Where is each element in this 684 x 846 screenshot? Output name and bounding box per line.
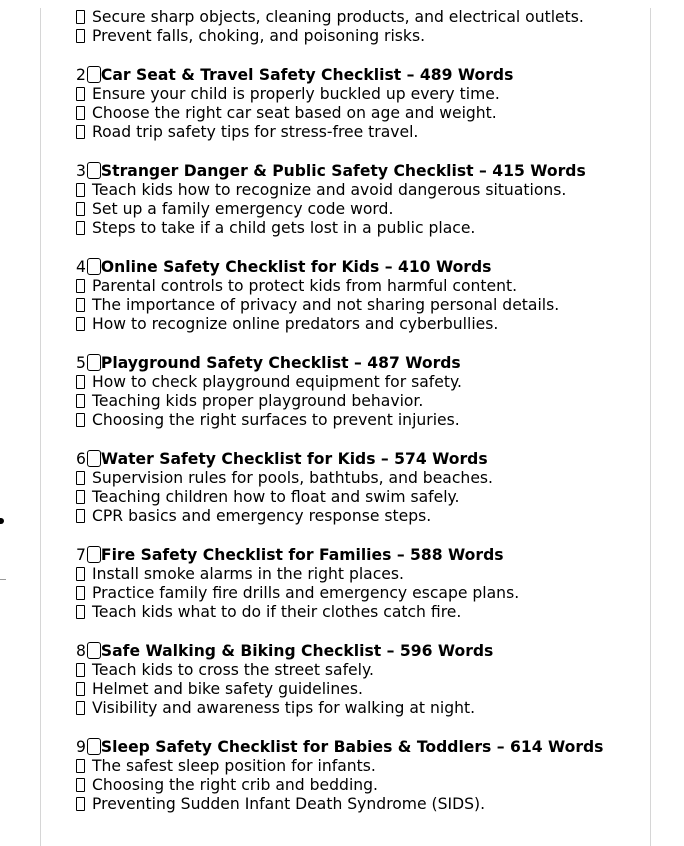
- list-item: [76, 296, 636, 315]
- checkbox-glyph-icon: [76, 394, 85, 408]
- list-item: [76, 757, 636, 776]
- item-text: Secure sharp objects, cleaning products, and electrical outlets.: [92, 8, 584, 26]
- list-item: [76, 392, 636, 411]
- checkbox-glyph-icon: [76, 567, 85, 581]
- checkbox-glyph-icon: [76, 106, 85, 120]
- section-title: Playground Safety Checklist – 487 Words: [100, 353, 461, 372]
- checkbox-glyph-icon: [76, 221, 85, 235]
- section-number: 4: [76, 257, 86, 276]
- checkbox-glyph-icon: [76, 10, 85, 24]
- checkbox-glyph-icon: [76, 778, 85, 792]
- section-heading: [76, 450, 636, 469]
- section-title: Car Seat & Travel Safety Checklist – 489 Words: [100, 65, 514, 84]
- item-text: Visibility and awareness tips for walking at night.: [92, 699, 476, 718]
- checkbox-glyph-icon: [76, 682, 85, 696]
- list-item: [76, 795, 636, 814]
- list-item: [76, 603, 636, 622]
- section-number: 6: [76, 449, 86, 468]
- list-item: [76, 181, 636, 200]
- document-body[interactable]: [76, 8, 636, 814]
- item-text: Set up a family emergency code word.: [92, 200, 394, 218]
- checkbox-glyph-icon: [76, 317, 85, 331]
- item-text: Steps to take if a child gets lost in a public place.: [92, 219, 476, 238]
- checkbox-glyph-icon: [76, 375, 85, 389]
- sections-container: [76, 46, 636, 814]
- checkbox-glyph-icon: [76, 490, 85, 504]
- paragraph-gap: [76, 718, 636, 737]
- list-item: [76, 488, 636, 507]
- keycap-glyph-icon: [87, 450, 101, 467]
- item-text: How to check playground equipment for safety.: [92, 372, 462, 391]
- item-text: Ensure your child is properly buckled up every time.: [92, 84, 500, 103]
- section-heading: [76, 162, 636, 181]
- item-text: Install smoke alarms in the right places.: [92, 564, 404, 583]
- list-item: [76, 411, 636, 430]
- list-item: [76, 776, 636, 795]
- item-text: How to recognize online predators and cyberbullies.: [92, 315, 499, 334]
- item-text: Choose the right car seat based on age and weight.: [92, 104, 497, 122]
- item-text: Supervision rules for pools, bathtubs, and beaches.: [92, 468, 493, 487]
- item-text: The importance of privacy and not sharing personal details.: [92, 296, 560, 314]
- list-item: [76, 123, 636, 142]
- item-text: Teach kids what to do if their clothes catch fire.: [92, 603, 462, 622]
- item-text: Choosing the right surfaces to prevent injuries.: [92, 411, 460, 430]
- section-title: Online Safety Checklist for Kids – 410 Words: [100, 257, 492, 276]
- list-item: [76, 27, 636, 46]
- item-text: Teach kids to cross the street safely.: [92, 660, 374, 679]
- list-item: [76, 565, 636, 584]
- paragraph-gap: [76, 526, 636, 545]
- list-item: [76, 661, 636, 680]
- paragraph-gap: [76, 142, 636, 161]
- list-item: [76, 315, 636, 334]
- section-number: 5: [76, 353, 86, 372]
- page-right-edge: [650, 8, 651, 846]
- checkbox-glyph-icon: [76, 202, 85, 216]
- checkbox-glyph-icon: [76, 471, 85, 485]
- list-item: [76, 219, 636, 238]
- section-number: 8: [76, 641, 86, 660]
- section-heading: [76, 258, 636, 277]
- keycap-glyph-icon: [87, 354, 101, 371]
- item-text: Helmet and bike safety guidelines.: [92, 680, 363, 698]
- checkbox-glyph-icon: [76, 29, 85, 43]
- paragraph-gap: [76, 622, 636, 641]
- section-heading: [76, 66, 636, 85]
- list-item: [76, 277, 636, 296]
- list-item: [76, 699, 636, 718]
- section-number: 3: [76, 161, 86, 180]
- checkbox-glyph-icon: [76, 701, 85, 715]
- section-heading: [76, 354, 636, 373]
- paragraph-gap: [76, 334, 636, 353]
- list-item: [76, 507, 636, 526]
- item-text: Prevent falls, choking, and poisoning risks.: [92, 27, 426, 46]
- margin-rule: [0, 579, 6, 580]
- page-left-edge: [40, 8, 41, 846]
- item-text: The safest sleep position for infants.: [92, 756, 376, 775]
- checkbox-glyph-icon: [76, 663, 85, 677]
- list-item: [76, 680, 636, 699]
- keycap-glyph-icon: [87, 738, 101, 755]
- item-text: Teaching kids proper playground behavior.: [92, 392, 424, 410]
- list-item: [76, 469, 636, 488]
- section-number: 7: [76, 545, 86, 564]
- checkbox-glyph-icon: [76, 797, 85, 811]
- section-title: Sleep Safety Checklist for Babies & Toddlers – 614 Words: [100, 737, 604, 756]
- checkbox-glyph-icon: [76, 586, 85, 600]
- paragraph-gap: [76, 430, 636, 449]
- paragraph-gap: [76, 238, 636, 257]
- section-number: 9: [76, 737, 86, 756]
- keycap-glyph-icon: [87, 546, 101, 563]
- section-heading: [76, 738, 636, 757]
- list-item: [76, 200, 636, 219]
- section-title: Fire Safety Checklist for Families – 588 Words: [100, 545, 504, 564]
- keycap-glyph-icon: [87, 162, 101, 179]
- margin-marker: [0, 518, 4, 524]
- checkbox-glyph-icon: [76, 183, 85, 197]
- item-text: Teach kids how to recognize and avoid dangerous situations.: [92, 180, 567, 199]
- checkbox-glyph-icon: [76, 605, 85, 619]
- checkbox-glyph-icon: [76, 125, 85, 139]
- section-number: 2: [76, 65, 86, 84]
- list-item: [76, 85, 636, 104]
- item-text: Practice family fire drills and emergency escape plans.: [92, 584, 520, 602]
- list-item: [76, 104, 636, 123]
- list-item: [76, 8, 636, 27]
- item-text: Parental controls to protect kids from harmful content.: [92, 276, 518, 295]
- item-text: Teaching children how to float and swim safely.: [92, 488, 460, 506]
- checkbox-glyph-icon: [76, 509, 85, 523]
- checkbox-glyph-icon: [76, 413, 85, 427]
- section-heading: [76, 642, 636, 661]
- keycap-glyph-icon: [87, 642, 101, 659]
- section-title: Water Safety Checklist for Kids – 574 Words: [100, 449, 488, 468]
- keycap-glyph-icon: [87, 258, 101, 275]
- paragraph-gap: [76, 46, 636, 65]
- section-title: Stranger Danger & Public Safety Checklist – 415 Words: [100, 161, 586, 180]
- item-text: Choosing the right crib and bedding.: [92, 776, 379, 794]
- item-text: CPR basics and emergency response steps.: [92, 507, 432, 526]
- list-item: [76, 373, 636, 392]
- list-item: [76, 584, 636, 603]
- checkbox-glyph-icon: [76, 87, 85, 101]
- checkbox-glyph-icon: [76, 759, 85, 773]
- item-text: Preventing Sudden Infant Death Syndrome (SIDS).: [92, 795, 486, 814]
- section-heading: [76, 546, 636, 565]
- keycap-glyph-icon: [87, 66, 101, 83]
- checkbox-glyph-icon: [76, 279, 85, 293]
- checkbox-glyph-icon: [76, 298, 85, 312]
- section-title: Safe Walking & Biking Checklist – 596 Words: [100, 641, 494, 660]
- item-text: Road trip safety tips for stress-free travel.: [92, 123, 419, 142]
